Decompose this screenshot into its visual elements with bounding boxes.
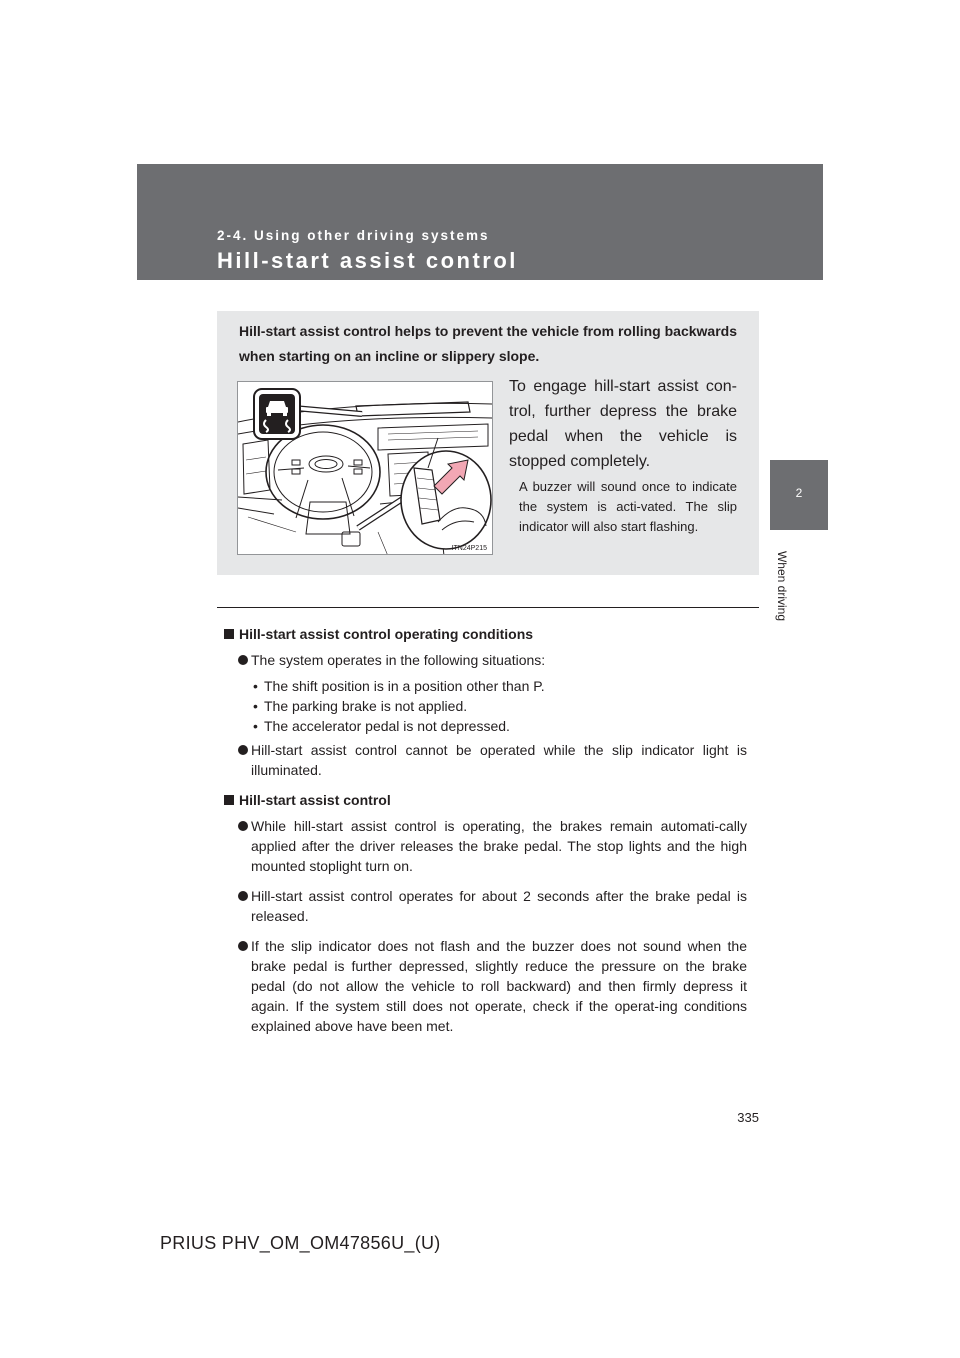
section-label: 2-4. Using other driving systems	[217, 228, 490, 243]
sub-list-item: • The accelerator pedal is not depressed.	[253, 718, 510, 734]
square-bullet-icon	[224, 795, 234, 805]
sub-list	[224, 676, 747, 736]
circle-bullet-icon	[238, 821, 248, 831]
list-item: The system operates in the following situations:	[224, 650, 747, 670]
dot-bullet-icon: •	[253, 718, 258, 734]
circle-bullet-icon	[238, 745, 248, 755]
chapter-name: When driving	[775, 550, 789, 622]
buzzer-note: A buzzer will sound once to indicate the system is acti-vated. The slip indicator will also start flashing.	[519, 479, 737, 534]
sub-list-item: • The shift position is in a position other than P.	[253, 678, 545, 694]
list-item: Hill-start assist control cannot be operated while the slip indicator light is illuminated.	[224, 740, 747, 780]
list-item: Hill-start assist control operates for about 2 seconds after the brake pedal is released.	[224, 886, 747, 926]
dashboard-illustration	[237, 381, 493, 555]
list-item: If the slip indicator does not flash and the buzzer does not sound when the brake pedal is further depressed, slightly reduce the pressure on the brake pedal (do not allow the vehicle to roll backward) and then firmly depress it again. If the system still does not operate, check if the operat-ing conditions explained above have been met.	[224, 936, 747, 1036]
circle-bullet-icon	[238, 891, 248, 901]
page-title: Hill-start assist control	[217, 248, 518, 273]
list-item: While hill-start assist control is operating, the brakes remain automati-cally applied after the driver releases the brake pedal. The stop lights and the high mounted stoplight turn on.	[224, 816, 747, 876]
chapter-tab	[770, 460, 828, 530]
intro-lead: Hill-start assist control helps to prevent the vehicle from rolling backwards when starting on an incline or slippery slope.	[239, 323, 737, 364]
figure-code: ITN24P215	[451, 545, 487, 552]
section-heading: Hill-start assist control operating conditions	[224, 624, 747, 644]
section-divider	[217, 607, 759, 608]
chapter-number: 2	[795, 486, 803, 500]
section-heading: Hill-start assist control	[224, 790, 747, 810]
circle-bullet-icon	[238, 941, 248, 951]
page-number: 335	[737, 1110, 759, 1125]
circle-bullet-icon	[238, 655, 248, 665]
sub-list-item: • The parking brake is not applied.	[253, 698, 468, 714]
notes-content	[224, 624, 747, 1042]
intro-box	[217, 311, 759, 575]
pedal-magnified	[401, 438, 491, 549]
chapter-header	[137, 164, 823, 280]
square-bullet-icon	[224, 629, 234, 639]
engage-instruction: To engage hill-start assist con-trol, further depress the brake pedal when the vehicle is stopped completely.	[509, 378, 737, 470]
slip-indicator-icon	[254, 389, 300, 439]
dot-bullet-icon: •	[253, 698, 258, 714]
chapter-tab-label	[768, 538, 796, 634]
document-code: PRIUS PHV_OM_OM47856U_(U)	[160, 1233, 441, 1253]
dot-bullet-icon: •	[253, 678, 258, 694]
